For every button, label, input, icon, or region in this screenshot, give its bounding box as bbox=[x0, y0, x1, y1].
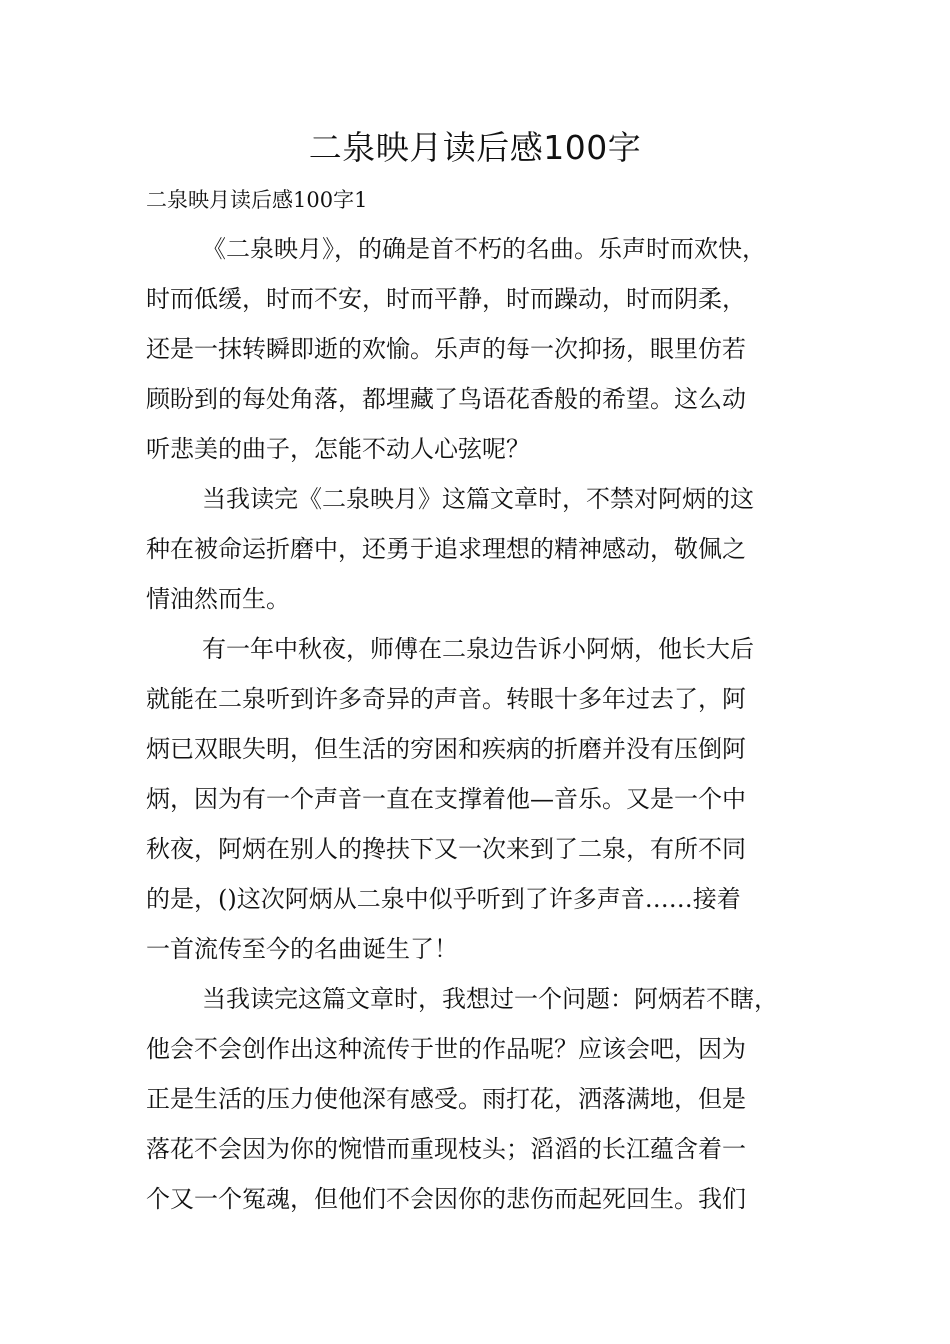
paragraph-line: 种在被命运折磨中，还勇于追求理想的精神感动，敬佩之 bbox=[146, 535, 746, 563]
paragraph-line: 个又一个冤魂，但他们不会因你的悲伤而起死回生。我们 bbox=[146, 1185, 746, 1213]
paragraph-line: 时而低缓，时而不安，时而平静，时而躁动，时而阴柔， bbox=[146, 285, 746, 313]
paragraph-2 bbox=[146, 474, 826, 624]
paragraph-line: 《二泉映月》，的确是首不朽的名曲。乐声时而欢快， bbox=[202, 235, 766, 263]
paragraph-line: 顾盼到的每处角落，都埋藏了鸟语花香般的希望。这么动 bbox=[146, 385, 746, 413]
paragraph-3 bbox=[146, 624, 826, 974]
paragraph-line: 就能在二泉听到许多奇异的声音。转眼十多年过去了，阿 bbox=[146, 685, 746, 713]
paragraph-line: 秋夜，阿炳在别人的搀扶下又一次来到了二泉，有所不同 bbox=[146, 835, 746, 863]
paragraph-line: 正是生活的压力使他深有感受。雨打花，洒落满地，但是 bbox=[146, 1085, 746, 1113]
document-subtitle: 二泉映月读后感100字1 bbox=[146, 188, 368, 212]
paragraph-line: 落花不会因为你的惋惜而重现枝头；滔滔的长江蕴含着一 bbox=[146, 1135, 746, 1163]
paragraph-line: 一首流传至今的名曲诞生了！ bbox=[146, 935, 458, 963]
document-title: 二泉映月读后感100字 bbox=[308, 128, 642, 167]
paragraph-1 bbox=[146, 224, 826, 474]
paragraph-line: 当我读完这篇文章时，我想过一个问题：阿炳若不瞎， bbox=[202, 985, 778, 1013]
paragraph-line: 情油然而生。 bbox=[146, 585, 290, 613]
paragraph-line: 有一年中秋夜，师傅在二泉边告诉小阿炳，他长大后 bbox=[202, 635, 754, 663]
document-body bbox=[146, 224, 826, 1224]
paragraph-line: 炳已双眼失明，但生活的穷困和疾病的折磨并没有压倒阿 bbox=[146, 735, 746, 763]
paragraph-line: 炳，因为有一个声音一直在支撑着他—音乐。又是一个中 bbox=[146, 785, 746, 813]
paragraph-line: 当我读完《二泉映月》这篇文章时，不禁对阿炳的这 bbox=[202, 485, 754, 513]
paragraph-line: 听悲美的曲子，怎能不动人心弦呢？ bbox=[146, 435, 530, 463]
paragraph-line: 他会不会创作出这种流传于世的作品呢？应该会吧，因为 bbox=[146, 1035, 746, 1063]
paragraph-line: 的是，()这次阿炳从二泉中似乎听到了许多声音……接着 bbox=[146, 885, 741, 913]
paragraph-4 bbox=[146, 974, 826, 1224]
paragraph-line: 还是一抹转瞬即逝的欢愉。乐声的每一次抑扬，眼里仿若 bbox=[146, 335, 746, 363]
